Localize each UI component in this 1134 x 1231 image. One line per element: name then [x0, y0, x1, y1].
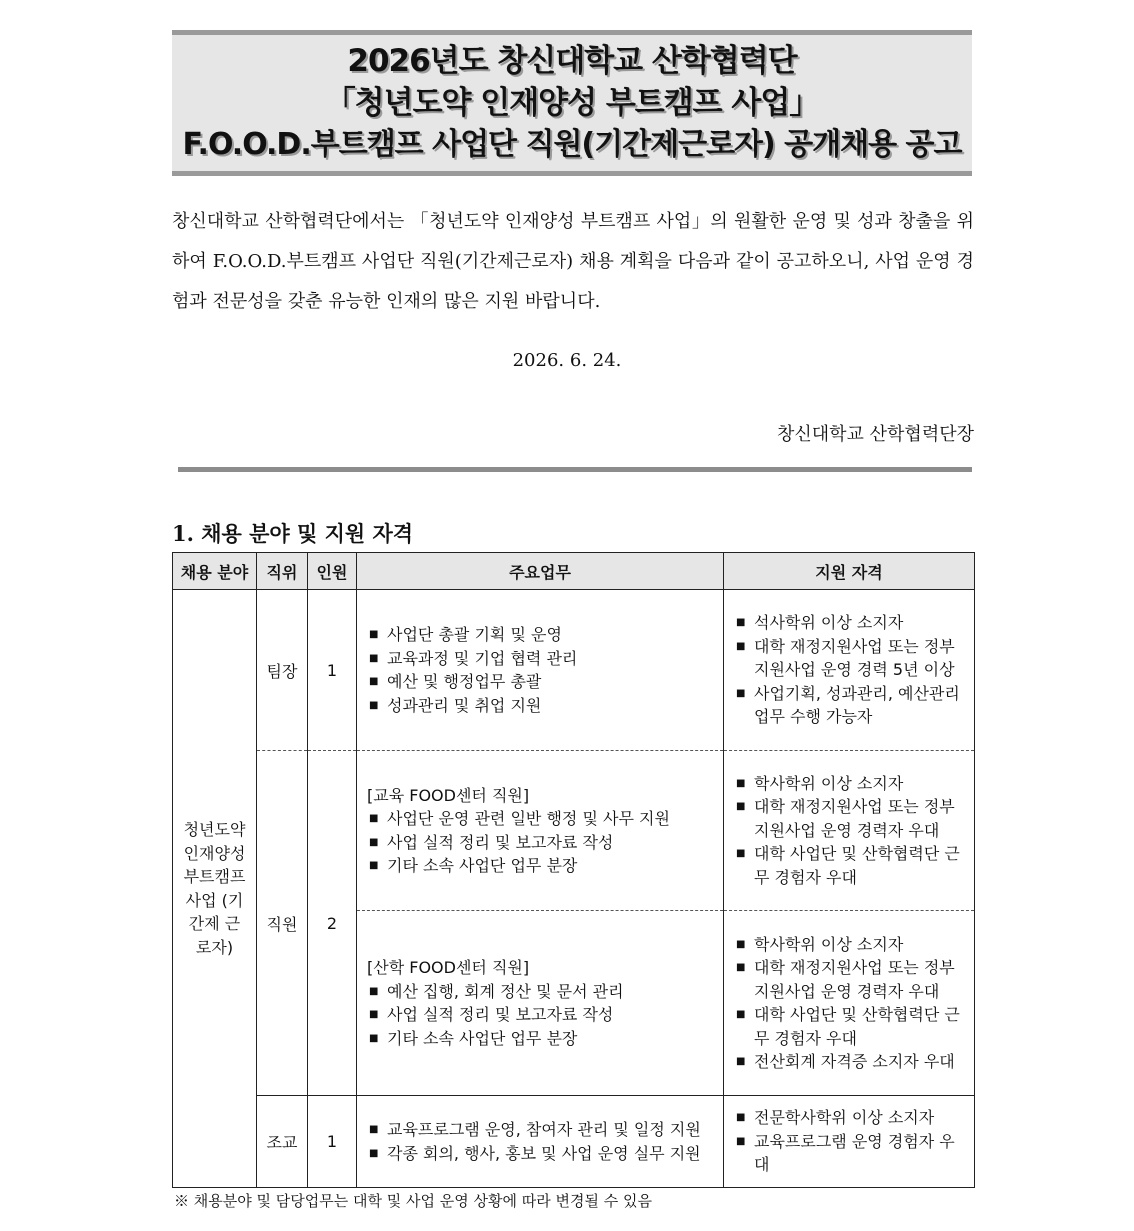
qualifications-list: [734, 772, 966, 890]
qualifications-list: [734, 933, 966, 1074]
qualifications-cell: [724, 751, 975, 911]
qualifications-cell: [724, 911, 975, 1096]
list-item: ■ 사업기획, 성과관리, 예산관리 업무 수행 가능자: [734, 682, 966, 729]
list-item: ■ 전산회계 자격증 소지자 우대: [734, 1050, 966, 1074]
position-cell: 직원: [257, 751, 308, 1096]
footnote: ※ 채용분야 및 담당업무는 대학 및 사업 운영 상황에 따라 변경될 수 있음: [174, 1192, 652, 1210]
recruitment-table: [172, 552, 975, 1188]
announcement-title-box: [172, 30, 972, 176]
duties-list: [367, 980, 715, 1051]
list-item: ■ 예산 및 행정업무 총괄: [367, 670, 715, 694]
list-item: ■ 대학 재정지원사업 또는 정부 지원사업 운영 경력 5년 이상: [734, 635, 966, 682]
list-item: ■ 대학 사업단 및 산학협력단 근무 경험자 우대: [734, 842, 966, 889]
header-field: 채용 분야: [173, 553, 257, 590]
duties-cell: [357, 1096, 724, 1188]
list-item: ■ 대학 사업단 및 산학협력단 근무 경험자 우대: [734, 1003, 966, 1050]
list-item: ■ 사업단 총괄 기획 및 운영: [367, 623, 715, 647]
position-cell: 팀장: [257, 590, 308, 751]
qualifications-cell: [724, 590, 975, 751]
list-item: ■ 교육프로그램 운영 경험자 우대: [734, 1130, 966, 1177]
header-position: 직위: [257, 553, 308, 590]
list-item: ■ 사업단 운영 관련 일반 행정 및 사무 지원: [367, 807, 715, 831]
count-cell: 2: [308, 751, 357, 1096]
title-line-3: F.O.O.D.부트캠프 사업단 직원(기간제근로자) 공개채용 공고: [182, 127, 962, 162]
list-item: ■ 사업 실적 정리 및 보고자료 작성: [367, 831, 715, 855]
list-item: ■ 대학 재정지원사업 또는 정부 지원사업 운영 경력자 우대: [734, 956, 966, 1003]
list-item: ■ 학사학위 이상 소지자: [734, 772, 966, 796]
title-line-1: 2026년도 창신대학교 산학협력단: [347, 43, 797, 79]
duties-list: [367, 623, 715, 717]
list-item: ■ 기타 소속 사업단 업무 분장: [367, 1027, 715, 1051]
list-item: ■ 전문학사학위 이상 소지자: [734, 1106, 966, 1130]
list-item: ■ 성과관리 및 취업 지원: [367, 694, 715, 718]
table-row: [173, 1096, 975, 1188]
signer: 창신대학교 산학협력단장: [777, 424, 974, 445]
qualifications-list: [734, 611, 966, 729]
header-count: 인원: [308, 553, 357, 590]
list-item: ■ 각종 회의, 행사, 홍보 및 사업 운영 실무 지원: [367, 1142, 715, 1166]
duties-cell: [357, 590, 724, 751]
header-duties: 주요업무: [357, 553, 724, 590]
divider-rule: [178, 467, 972, 472]
duties-subheading: [교육 FOOD센터 직원]: [367, 785, 530, 805]
table-row: [173, 751, 975, 911]
field-cell: 청년도약 인재양성 부트캠프 사업 (기간제 근로자): [173, 590, 257, 1188]
position-cell: 조교: [257, 1096, 308, 1188]
list-item: ■ 석사학위 이상 소지자: [734, 611, 966, 635]
duties-list: [367, 807, 715, 878]
announcement-date: 2026. 6. 24.: [512, 350, 622, 371]
list-item: ■ 학사학위 이상 소지자: [734, 933, 966, 957]
count-cell: 1: [308, 590, 357, 751]
list-item: ■ 대학 재정지원사업 또는 정부 지원사업 운영 경력자 우대: [734, 795, 966, 842]
intro-paragraph: 창신대학교 산학협력단에서는 「청년도약 인재양성 부트캠프 사업」의 원활한 운영 및 성과 창출을 위하여 F.O.O.D.부트캠프 사업단 직원(기간제근로자) 채용 계획을 다음과 같이 공고하오니, 사업 운영 경험과 전문성을 갖춘 유능한 인재의 많은 지원 바랍니다.: [172, 211, 974, 312]
list-item: ■ 교육과정 및 기업 협력 관리: [367, 647, 715, 671]
list-item: ■ 예산 집행, 회계 정산 및 문서 관리: [367, 980, 715, 1004]
list-item: ■ 사업 실적 정리 및 보고자료 작성: [367, 1003, 715, 1027]
title-line-2: 「청년도약 인재양성 부트캠프 사업」: [324, 85, 820, 121]
table-header-row: [173, 553, 975, 590]
duties-cell: [357, 911, 724, 1096]
duties-cell: [357, 751, 724, 911]
list-item: ■ 기타 소속 사업단 업무 분장: [367, 854, 715, 878]
qualifications-cell: [724, 1096, 975, 1188]
duties-subheading: [산학 FOOD센터 직원]: [367, 958, 530, 977]
header-qualifications: 지원 자격: [724, 553, 975, 590]
count-cell: 1: [308, 1096, 357, 1188]
section-title: 1. 채용 분야 및 지원 자격: [172, 521, 414, 546]
qualifications-list: [734, 1106, 966, 1177]
table-row: [173, 590, 975, 751]
duties-list: [367, 1118, 715, 1165]
list-item: ■ 교육프로그램 운영, 참여자 관리 및 일정 지원: [367, 1118, 715, 1142]
